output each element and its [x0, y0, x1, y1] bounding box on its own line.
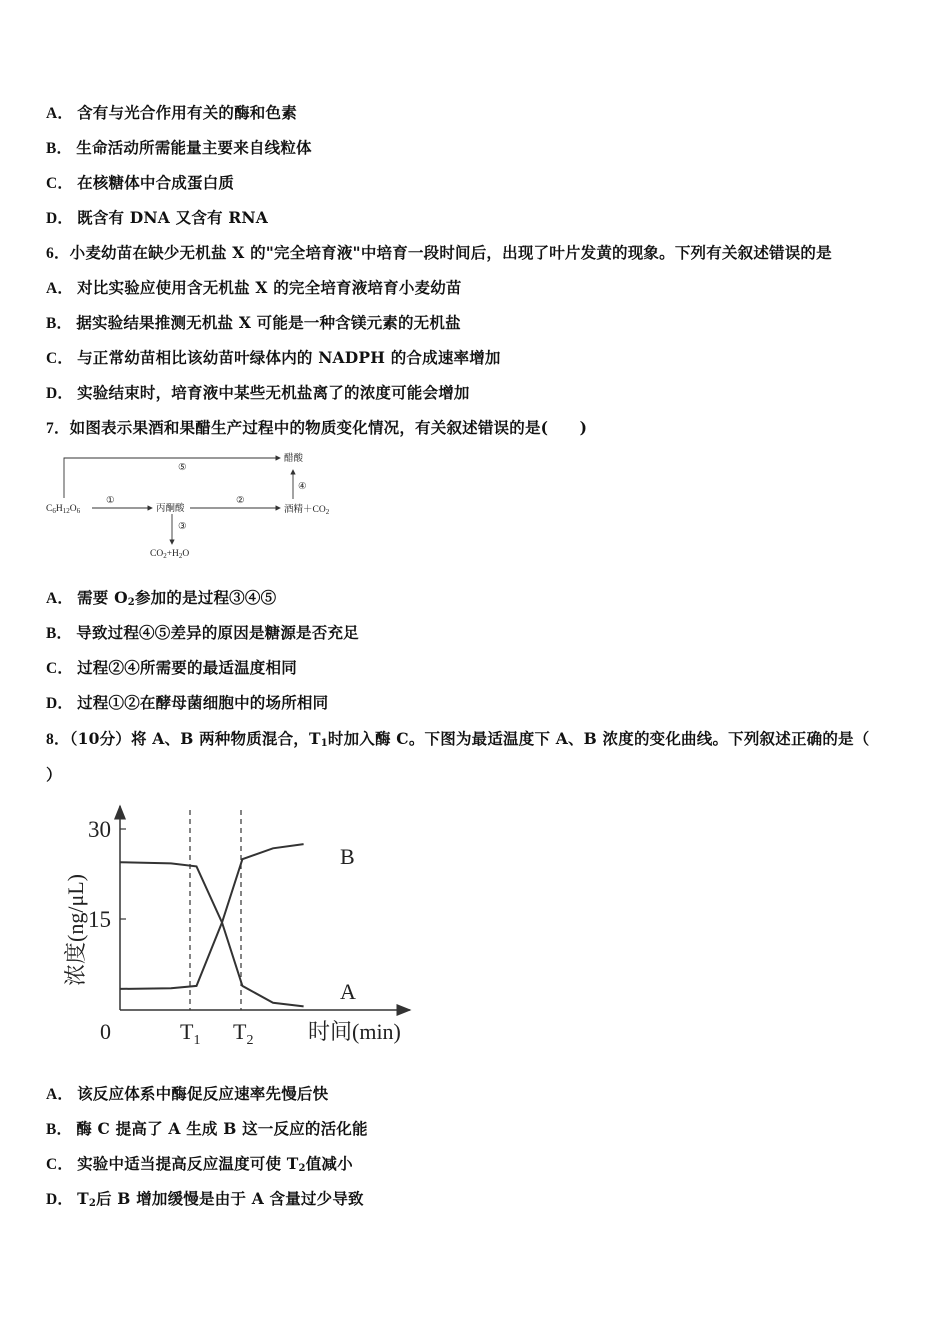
diagram-pyruvate: 丙酮酸 [156, 504, 185, 514]
q8-option-b: B． 酶 C 提高了 A 生成 B 这一反应的活化能 [46, 1119, 368, 1138]
q5-option-b: B． 生命活动所需能量主要来自线粒体 [46, 138, 312, 157]
diagram-co2-h2o: $CO_2+H_2O$ [150, 549, 190, 560]
q5-option-c: C． 在核糖体中合成蛋白质 [46, 173, 235, 192]
q7-option-b: B． 导致过程④⑤差异的原因是糖源是否充足 [46, 623, 359, 642]
diagram-glucose: $C_6H_{12}O_6$ [46, 504, 81, 515]
diagram-step4: ④ [298, 482, 307, 492]
q8-stem: 8．（10分）将 A、B 两种物质混合，$T_1$时加入酶 C。下图为最适温度下 A、B 浓度的变化曲线。下列叙述正确的是（ [46, 729, 870, 749]
q7-stem: 7．如图表示果酒和果醋生产过程中的物质变化情况，有关叙述错误的是( ) [46, 418, 588, 437]
series-a-line [120, 862, 304, 1006]
x-origin-label: 0 [100, 1019, 111, 1044]
series-b-line [120, 844, 304, 989]
q6-option-a: A． 对比实验应使用含无机盐 X 的完全培育液培育小麦幼苗 [46, 278, 462, 297]
y-axis-label: 浓度(ng/μL) [63, 874, 88, 986]
y-tick-label-15: 15 [88, 907, 111, 932]
diagram-step5: ⑤ [178, 463, 187, 473]
series-b-label: B [340, 844, 355, 869]
q7-option-d: D． 过程①②在酵母菌细胞中的场所相同 [46, 693, 329, 712]
diagram-step3: ③ [178, 522, 187, 532]
q5-option-d: D． 既含有 DNA 又含有 RNA [46, 208, 268, 227]
q8-option-a: A． 该反应体系中酶促反应速率先慢后快 [46, 1084, 329, 1103]
q6-option-d: D． 实验结束时，培育液中某些无机盐离了的浓度可能会增加 [46, 383, 470, 402]
q6-option-b: B． 据实验结果推测无机盐 X 可能是一种含镁元素的无机盐 [46, 313, 461, 332]
series-a-label: A [340, 979, 356, 1004]
q6-stem: 6．小麦幼苗在缺少无机盐 X 的"完全培育液"中培育一段时间后，出现了叶片发黄的现象。下列有关叙述错误的是 [46, 243, 832, 262]
q6-option-c: C． 与正常幼苗相比该幼苗叶绿体内的 NADPH 的合成速率增加 [46, 348, 501, 367]
x-tick-label-t1: $T_1$ [180, 1019, 201, 1048]
q7-option-c: C． 过程②④所需要的最适温度相同 [46, 658, 297, 677]
q8-stem-close: ） [46, 765, 62, 784]
concentration-time-chart [56, 796, 416, 1050]
q8-option-d: D． $T_2$后 B 增加缓慢是由于 A 含量过少导致 [46, 1189, 364, 1209]
diagram-step1: ① [106, 496, 115, 506]
fermentation-pathway-diagram [44, 448, 354, 563]
y-tick-label-30: 30 [88, 817, 111, 842]
diagram-ethanol: 酒精$+CO_2$ [284, 505, 330, 516]
x-tick-label-t2: $T_2$ [233, 1019, 254, 1048]
q5-option-a: A． 含有与光合作用有关的酶和色素 [46, 103, 297, 122]
q7-option-a: A． 需要 $O_2$参加的是过程③④⑤ [46, 588, 277, 608]
diagram-step2: ② [236, 496, 245, 506]
diagram-acetic-acid: 醋酸 [284, 454, 304, 464]
q8-option-c: C． 实验中适当提高反应温度可使 $T_2$值减小 [46, 1154, 353, 1174]
x-axis-label: 时间(min) [308, 1019, 401, 1044]
diagram-arrow-5 [64, 458, 280, 498]
